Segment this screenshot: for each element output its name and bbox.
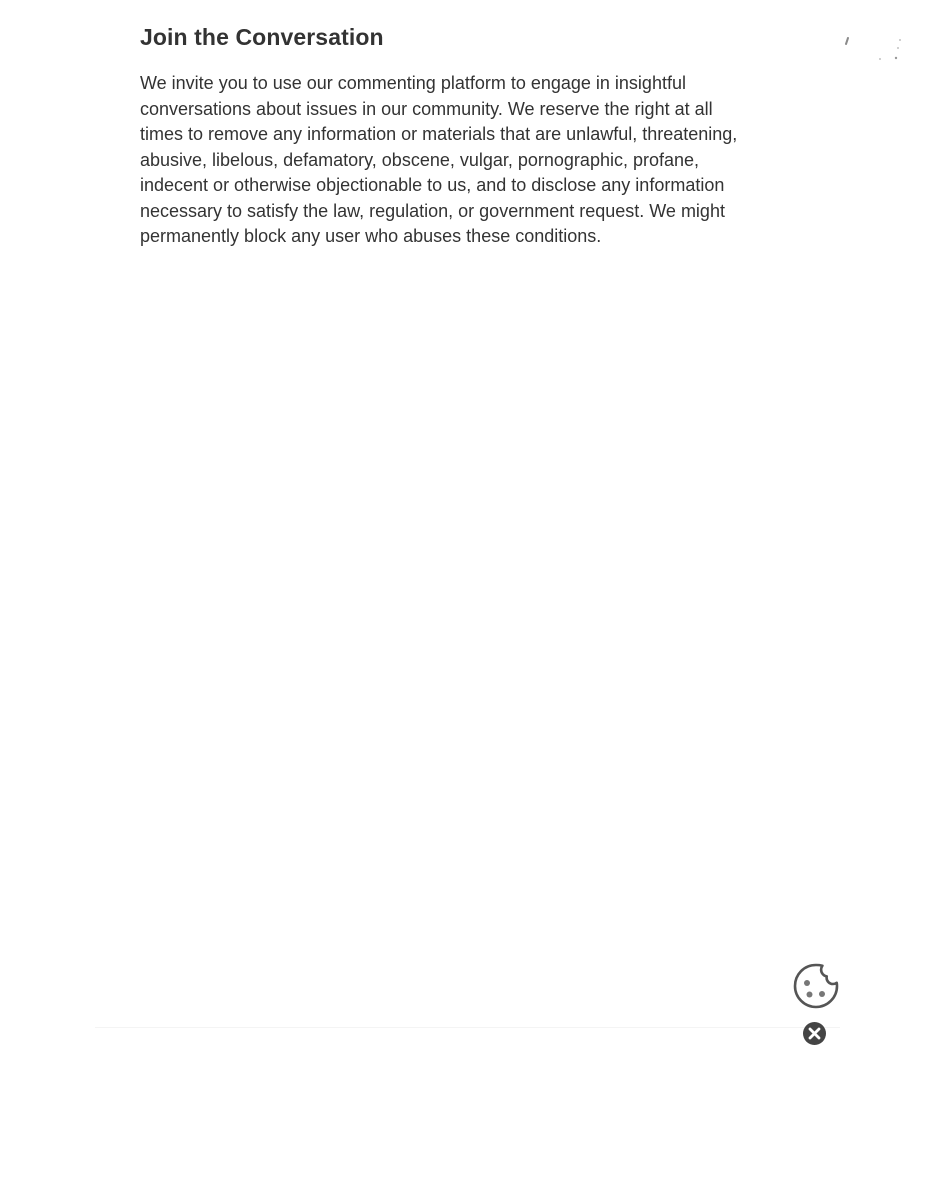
scan-artifact [840,30,910,66]
comment-policy-section [140,24,750,250]
close-circle-icon [802,1021,827,1046]
cookie-icon [792,962,840,1010]
policy-text: We invite you to use our commenting platform to engage in insightful conversations about issues in our community. We reserve the right at all times to remove any information or materials that are unlawful, threatening, abusive, libelous, defamatory, obscene, vulgar, pornographic, profane, indecent or otherwise objectionable to us, and to disclose any information necessary to satisfy the law, regulation, or government request. We might permanently block any user who abuses these conditions. [140,73,738,246]
divider [95,1027,840,1028]
cookie-settings-button[interactable] [792,962,840,1010]
close-cookie-button[interactable] [802,1021,827,1046]
artifact-dots-icon [840,30,910,66]
section-title: Join the Conversation [140,24,384,50]
